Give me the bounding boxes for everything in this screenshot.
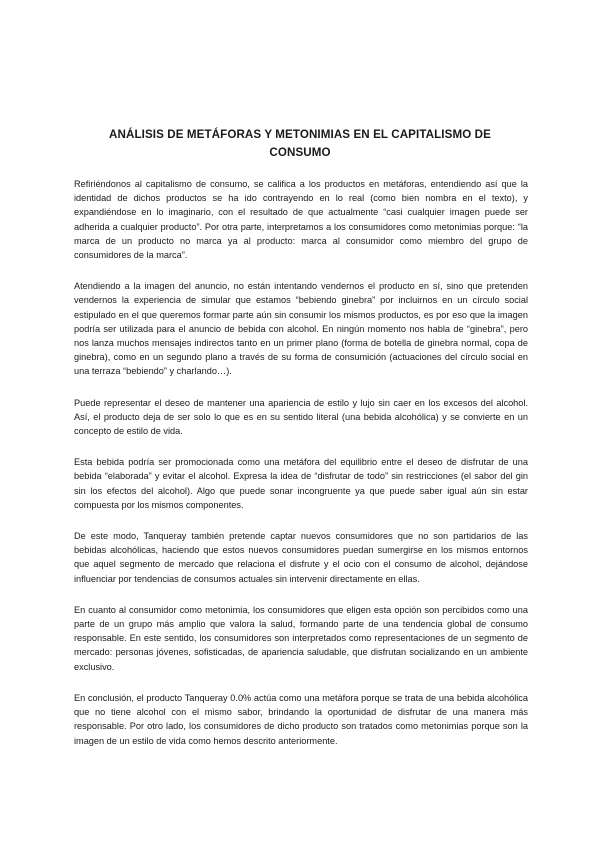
paragraph-3: Puede representar el deseo de mantener una apariencia de estilo y lujo sin caer en los excesos del alcohol. Así, el producto deja de ser solo lo que es en su sentido literal (una bebida alcohólica) y se convierte en un concepto de estilo de vida. [74,397,528,437]
paragraph-2: Atendiendo a la imagen del anuncio, no están intentando vendernos el producto en sí, sino que pretenden vendernos la experiencia de simular que estamos “bebiendo ginebra” por incluirnos en un círculo social estipulado en el que queremos formar parte aún sin consumir los mismos productos, es por eso que la imagen podría ser utilizada para el anuncio de bebida con alcohol. En ningún momento nos habla de “ginebra”, pero nos lanza muchos mensajes indirectos tanto en un primer plano (forma de botella de ginebra normal, copa de ginebra), como en un segundo plano a través de su forma de consumición (actuaciones del círculo social en una terraza “bebiendo” y charlando…). [74,281,528,377]
paragraph-4: Esta bebida podría ser promocionada como una metáfora del equilibrio entre el deseo de disfrutar de una bebida “elaborada” y evitar el alcohol. Expresa la idea de “disfrutar de todo” sin restricciones (el sabor del gin sin los efectos del alcohol). Algo que puede sonar incongruente ya que puede saber igual aún sin estar compuesta por los mismos componentes. [74,457,528,510]
paragraph-6: En cuanto al consumidor como metonimia, los consumidores que eligen esta opción son percibidos como una parte de un grupo más amplio que valora la salud, formando parte de una tendencia global de consumo responsable. En este sentido, los consumidores son interpretados como representaciones de un segmento de mercado: personas jóvenes, sofisticadas, de apariencia saludable, que disfrutan socializando en un ambiente exclusivo. [74,604,528,672]
document-body [74,177,528,765]
paragraph-5: De este modo, Tanqueray también pretende captar nuevos consumidores que no son partidarios de las bebidas alcohólicas, haciendo que estos nuevos consumidores puedan sumergirse en los mismos entornos que aquel segmento de mercado que relaciona el disfrute y el ocio con el consumo de alcohol, dejándose influenciar por tendencias de consumos actuales sin intervenir directamente en ellas. [74,531,528,584]
document-title: ANÁLISIS DE METÁFORAS Y METONIMIAS EN EL CAPITALISMO DE CONSUMO [109,128,491,159]
paragraph-1: Refiriéndonos al capitalismo de consumo, se califica a los productos en metáforas, entendiendo así que la identidad de dichos productos se ha ido contrayendo en lo real (como bien nombra en el texto), y expandiéndose en lo imaginario, con el resultado de que actualmente “casi cualquier imagen puede ser adherida a cualquier producto”. Por otra parte, interpretamos a los consumidores como metonimias porque: “la marca de un producto no marca ya al producto: marca al consumidor como miembro del grupo de consumidores de la marca”. [74,179,528,261]
paragraph-7: En conclusión, el producto Tanqueray 0.0% actúa como una metáfora porque se trata de una bebida alcohólica que no tiene alcohol con el mismo sabor, brindando la oportunidad de disfrutar de una manera más responsable. Por otro lado, los consumidores de dicho producto son tratados como metonimias porque son la imagen de un estilo de vida como hemos descrito anteriormente. [74,692,528,746]
